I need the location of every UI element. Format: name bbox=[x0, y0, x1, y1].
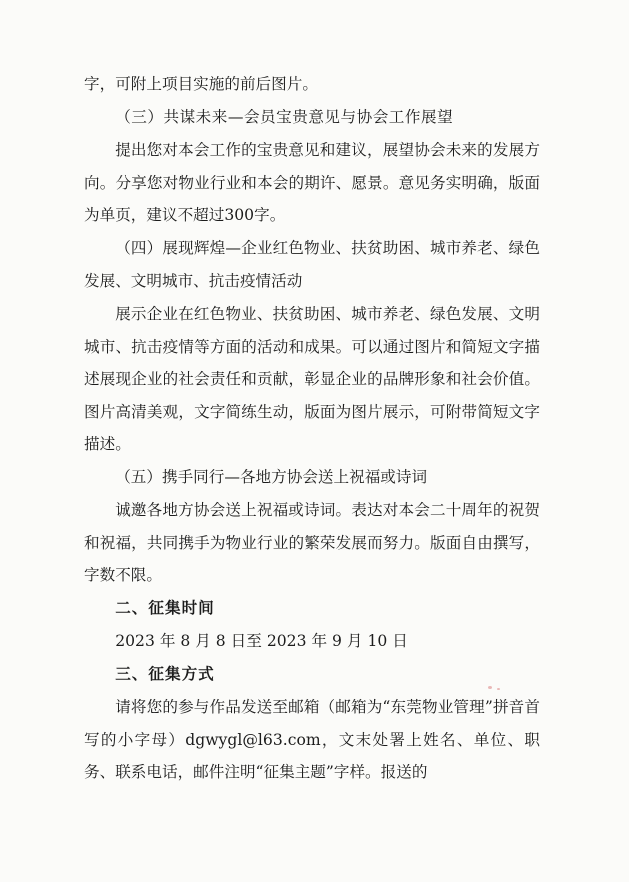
paragraph-5: 诚邀各地方协会送上祝福或诗词。表达对本会二十周年的祝贺和祝福，共同携手为物业行业的繁荣发展而努力。版面自由撰写，字数不限。 bbox=[84, 501, 540, 584]
subsection-heading-3: （三）共谋未来—会员宝贵意见与协会工作展望 bbox=[115, 108, 454, 126]
paragraph-3: 提出您对本会工作的宝贵意见和建议，展望协会未来的发展方向。分享您对物业行业和本会的期许、愿景。意见务实明确，版面为单页，建议不超过300字。 bbox=[84, 141, 540, 224]
paragraph-continuation: 字，可附上项目实施的前后图片。 bbox=[84, 75, 318, 93]
section-heading-3: 三、征集方式 bbox=[115, 665, 215, 683]
subsection-heading-5: （五）携手同行—各地方协会送上祝福或诗词 bbox=[115, 468, 428, 486]
section-heading-2: 二、征集时间 bbox=[115, 599, 215, 617]
subsection-heading-4: （四）展现辉煌—企业红色物业、扶贫助困、城市养老、绿色发展、文明城市、抗击疫情活动 bbox=[84, 239, 540, 290]
paragraph-6: 请将您的参与作品发送至邮箱（邮箱为“东莞物业管理”拼音首写的小字母）dgwygl@l63.com，文末处署上姓名、单位、职务、联系电话，邮件注明“征集主题”字样。报送的 bbox=[84, 698, 540, 781]
collection-period: 2023 年 8 月 8 日至 2023 年 9 月 10 日 bbox=[115, 632, 408, 650]
red-speck bbox=[497, 688, 500, 690]
paragraph-4: 展示企业在红色物业、扶贫助困、城市养老、绿色发展、文明城市、抗击疫情等方面的活动和成果。可以通过图片和简短文字描述展现企业的社会责任和贡献，彰显企业的品牌形象和社会价值。图片高清美观，文字简练生动，版面为图片展示，可附带简短文字描述。 bbox=[84, 305, 540, 453]
red-speck bbox=[488, 686, 492, 689]
